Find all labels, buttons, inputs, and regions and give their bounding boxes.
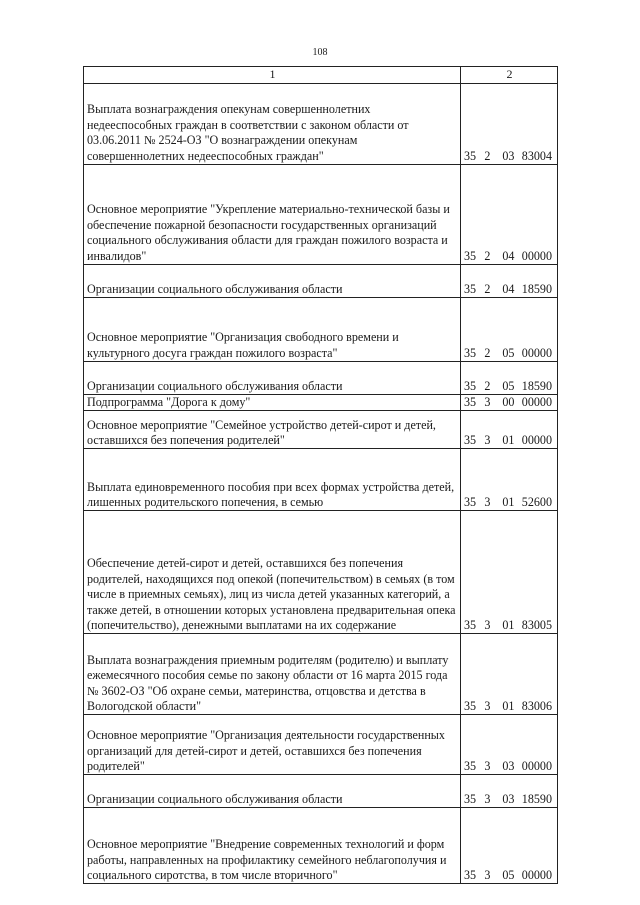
row-code [461, 634, 558, 715]
code-event: 03 [502, 759, 515, 773]
code-program: 35 [464, 378, 477, 393]
code-direction: 00000 [521, 433, 552, 447]
code-program: 35 [464, 345, 477, 360]
row-description: Выплата единовременного пособия при всех формах устройства детей, лишенных родительского попечения, в семью [84, 449, 461, 511]
table-row [84, 165, 558, 265]
table-header-row [84, 67, 558, 84]
code-event: 01 [502, 618, 515, 632]
code-subprogram: 2 [484, 378, 491, 393]
table-row [84, 808, 558, 884]
code-direction: 83004 [521, 148, 552, 163]
code-direction: 83005 [521, 618, 552, 632]
code-event: 01 [502, 495, 515, 509]
code-event: 04 [502, 248, 515, 263]
budget-table [83, 66, 558, 884]
code-event: 01 [502, 699, 515, 713]
row-description: Подпрограмма "Дорога к дому" [84, 395, 461, 411]
code-program: 35 [464, 248, 477, 263]
row-code [461, 395, 558, 411]
row-code [461, 265, 558, 298]
code-direction: 00000 [521, 395, 552, 409]
table-row [84, 265, 558, 298]
row-description: Основное мероприятие "Организация деятельности государственных организаций для детей-сирот и детей, оставшихся без попечения родителей" [84, 715, 461, 775]
row-code [461, 449, 558, 511]
table-row [84, 775, 558, 808]
code-subprogram: 3 [484, 433, 491, 447]
code-subprogram: 2 [484, 345, 491, 360]
code-subprogram: 3 [484, 395, 491, 409]
code-program: 35 [464, 792, 477, 806]
code-subprogram: 3 [484, 495, 491, 509]
page-number: 108 [312, 47, 328, 58]
row-description: Основное мероприятие "Организация свободного времени и культурного досуга граждан пожилого возраста" [84, 298, 461, 362]
table-row [84, 411, 558, 449]
code-direction: 00000 [521, 868, 552, 882]
code-direction: 00000 [521, 759, 552, 773]
row-description: Основное мероприятие "Семейное устройство детей-сирот и детей, оставшихся без попечения родителей" [84, 411, 461, 449]
code-event: 00 [502, 395, 515, 409]
row-code [461, 808, 558, 884]
code-program: 35 [464, 618, 477, 632]
code-subprogram: 3 [484, 792, 491, 806]
code-direction: 18590 [521, 281, 552, 296]
code-direction: 00000 [521, 345, 552, 360]
row-code [461, 84, 558, 165]
code-program: 35 [464, 868, 477, 882]
code-subprogram: 2 [484, 148, 491, 163]
row-description: Выплата вознаграждения опекунам совершеннолетних недееспособных граждан в соответствии с законом области от 03.06.2011 № 2524-ОЗ "О вознаграждении опекунам совершеннолетних недееспособных граждан" [84, 84, 461, 165]
row-description: Выплата вознаграждения приемным родителям (родителю) и выплату ежемесячного пособия семье по закону области от 16 марта 2015 года № 3602-ОЗ "Об охране семьи, материнства, отцовства и детства в Вологодской области" [84, 634, 461, 715]
code-event: 04 [502, 281, 515, 296]
code-program: 35 [464, 699, 477, 713]
row-code [461, 411, 558, 449]
row-description: Организации социального обслуживания области [84, 265, 461, 298]
code-program: 35 [464, 433, 477, 447]
row-code [461, 511, 558, 634]
table-row [84, 395, 558, 411]
table-row [84, 449, 558, 511]
code-subprogram: 2 [484, 281, 491, 296]
code-event: 03 [502, 148, 515, 163]
code-subprogram: 2 [484, 248, 491, 263]
table-row [84, 511, 558, 634]
table-row [84, 298, 558, 362]
code-program: 35 [464, 148, 477, 163]
row-code [461, 715, 558, 775]
code-event: 05 [502, 345, 515, 360]
table-row [84, 634, 558, 715]
code-event: 03 [502, 792, 515, 806]
table-row [84, 84, 558, 165]
row-code [461, 165, 558, 265]
code-event: 05 [502, 378, 515, 393]
row-description: Организации социального обслуживания области [84, 775, 461, 808]
table-row [84, 715, 558, 775]
header-col-1: 1 [84, 67, 461, 84]
code-event: 05 [502, 868, 515, 882]
code-direction: 18590 [521, 792, 552, 806]
code-direction: 00000 [521, 248, 552, 263]
code-program: 35 [464, 495, 477, 509]
row-description: Организации социального обслуживания области [84, 362, 461, 395]
row-code [461, 775, 558, 808]
row-code [461, 362, 558, 395]
table-body [84, 84, 558, 884]
row-description: Обеспечение детей-сирот и детей, оставшихся без попечения родителей, находящихся под опекой (попечительством) в семьях (в том числе в приемных семьях), лиц из числа детей указанных категорий, а также детей, в отношении которых установлена предварительная опека (попечительство), денежными выплатами на их содержание [84, 511, 461, 634]
row-code [461, 298, 558, 362]
table-row [84, 362, 558, 395]
code-program: 35 [464, 395, 477, 409]
header-col-2: 2 [461, 67, 558, 84]
code-direction: 52600 [521, 495, 552, 509]
code-subprogram: 3 [484, 868, 491, 882]
row-description: Основное мероприятие "Укрепление материально-технической базы и обеспечение пожарной безопасности государственных организаций социального обслуживания области для граждан пожилого возраста и инвалидов" [84, 165, 461, 265]
code-program: 35 [464, 759, 477, 773]
code-direction: 18590 [521, 378, 552, 393]
row-description: Основное мероприятие "Внедрение современных технологий и форм работы, направленных на профилактику семейного неблагополучия и социального сиротства, в том числе вторичного" [84, 808, 461, 884]
code-subprogram: 3 [484, 699, 491, 713]
code-subprogram: 3 [484, 759, 491, 773]
code-subprogram: 3 [484, 618, 491, 632]
code-direction: 83006 [521, 699, 552, 713]
code-program: 35 [464, 281, 477, 296]
code-event: 01 [502, 433, 515, 447]
